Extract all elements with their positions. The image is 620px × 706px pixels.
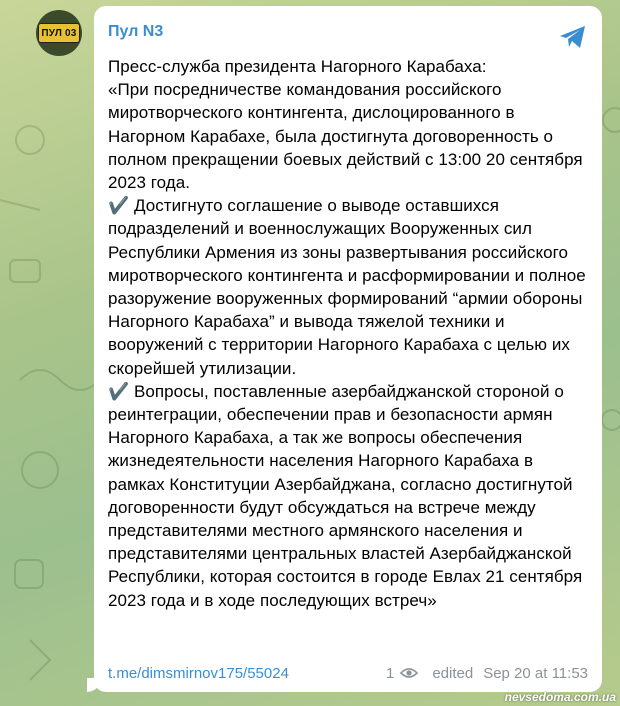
eye-icon (400, 666, 418, 680)
message-header (108, 17, 588, 47)
source-link[interactable]: t.me/dimsmirnov175/55024 (108, 664, 289, 682)
message-bubble (94, 6, 602, 692)
channel-avatar[interactable] (36, 10, 82, 56)
message-timestamp: Sep 20 at 11:53 (483, 664, 588, 682)
watermark: nevsedoma.com.ua (504, 690, 616, 704)
channel-name[interactable]: Пул N3 (108, 23, 164, 40)
message-meta (386, 665, 588, 682)
view-count: 1 (385, 664, 395, 682)
message-text: Пресс-служба президента Нагорного Карабаха: «При посредничестве командования российского миротворческого контингента, дислоцированного в Нагорном Карабахе, была достигнута договоренность о полном прекращении боевых действий с 13:00 20 сентября 2023 года. ✔️ Достигнуто соглашение о выводе оставшихся подразделений и военнослужащих Вооруженных сил Республики Армения из зоны развертывания российского миротворческого контингента и расформировании и полное разоружение вооруженных формирований “армии обороны Нагорного Карабаха” и вывода тяжелой техники и вооружений с территории Нагорного Карабаха с целью их скорейшей утилизации. ✔️ Вопросы, поставленные азербайджанской стороной о реинтеграции, обеспечении прав и безопасности армян Нагорного Карабаха, а так же вопросы обеспечения жизнедеятельности населения Нагорного Карабаха в рамках Конституции Азербайджана, согласно достигнутой договоренности будут обсуждаться на встрече между представителями местного армянского населения и представителями центральных властей Азербайджанской Республики, которая состоится в городе Евлах 21 сентября 2023 года и в ходе последующих встреч» (108, 57, 586, 610)
telegram-share-icon[interactable] (558, 23, 588, 51)
message-footer (108, 660, 588, 686)
edited-label: edited (432, 664, 474, 682)
avatar-label: ПУЛ 03 (38, 23, 80, 43)
